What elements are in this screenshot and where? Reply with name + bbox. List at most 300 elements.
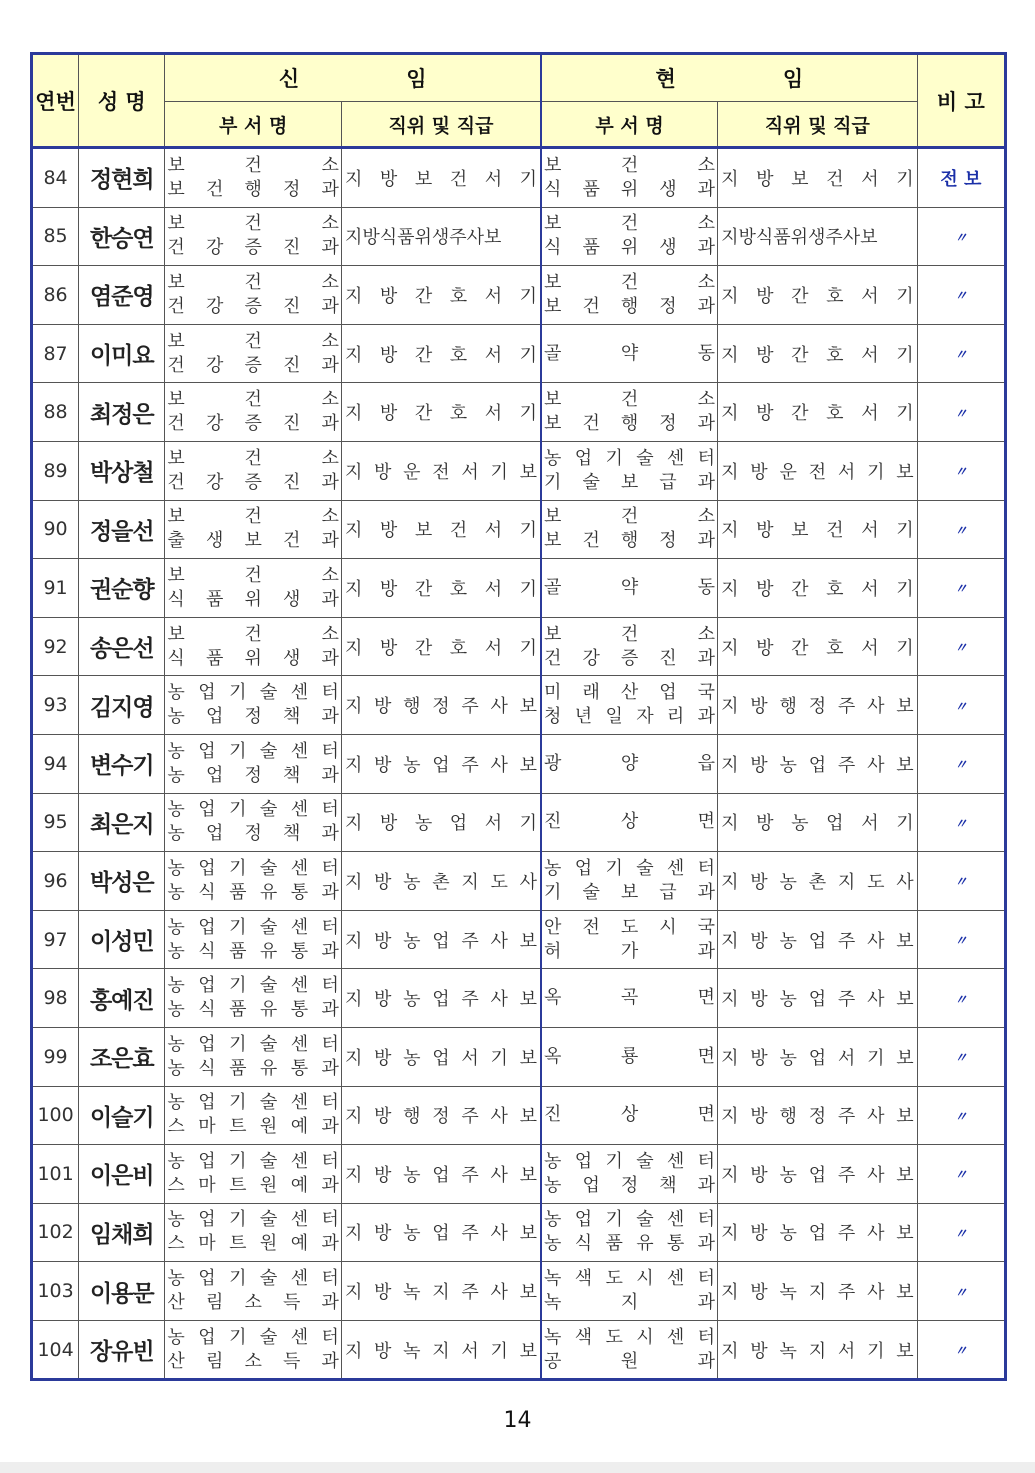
note	[917, 1320, 1005, 1380]
current-rank	[718, 500, 918, 559]
current-department-line: 기 술 보 급 과	[544, 471, 716, 493]
row-number: 100	[32, 1086, 79, 1145]
new-department-line: 농 업 기 술 센 터	[167, 975, 339, 997]
current-rank	[718, 383, 918, 442]
new-department	[165, 1027, 342, 1086]
table-header	[32, 54, 1006, 148]
new-rank	[341, 207, 541, 266]
row-number: 90	[32, 500, 79, 559]
new-department-line: 보 건 소	[167, 271, 339, 293]
new-rank-text: 지 방 행 정 주 사 보	[344, 1106, 537, 1128]
new-rank-text: 지 방 녹 지 서 기 보	[344, 1340, 537, 1362]
new-rank-text: 지 방 간 호 서 기	[344, 285, 538, 307]
new-rank	[341, 266, 541, 325]
row-number: 99	[32, 1027, 79, 1086]
new-department	[165, 910, 342, 969]
table-row	[32, 734, 1006, 793]
table-row	[32, 910, 1006, 969]
person-name: 임채희	[79, 1203, 165, 1262]
note	[917, 1145, 1005, 1204]
current-department-line: 농 업 기 술 센 터	[544, 857, 716, 879]
current-rank	[718, 1320, 918, 1380]
person-name: 이성민	[79, 910, 165, 969]
person-name: 박성은	[79, 852, 165, 911]
note	[917, 383, 1005, 442]
note	[917, 1203, 1005, 1262]
person-name: 한승연	[79, 207, 165, 266]
table-row	[32, 1027, 1006, 1086]
current-department	[541, 148, 718, 208]
header-current-post	[541, 54, 917, 102]
note-text: 〃	[954, 582, 968, 598]
new-department-line: 농 식 품 유 통 과	[167, 940, 339, 962]
table-row	[32, 676, 1006, 735]
new-rank-text: 지 방 농 업 서 기 보	[344, 1047, 537, 1069]
new-rank-text: 지방식품위생주사보	[344, 227, 502, 249]
note-text: 〃	[954, 816, 968, 832]
note-text: 〃	[954, 1226, 968, 1242]
new-department-line: 보 건 소	[167, 623, 339, 645]
current-department	[541, 676, 718, 735]
new-department	[165, 969, 342, 1028]
new-department	[165, 207, 342, 266]
note-text: 〃	[954, 641, 968, 657]
current-department-line: 농 업 기 술 센 터	[544, 1209, 716, 1231]
new-department	[165, 324, 342, 383]
current-department-line: 보 건 행 정 과	[544, 413, 716, 435]
note-text: 〃	[954, 875, 968, 891]
current-rank	[718, 324, 918, 383]
row-number: 97	[32, 910, 79, 969]
new-department-line: 농 식 품 유 통 과	[167, 881, 339, 903]
note	[917, 1086, 1005, 1145]
current-department-line: 보 건 소	[544, 213, 716, 235]
new-department-line: 농 업 기 술 센 터	[167, 916, 339, 938]
new-department-line: 스 마 트 원 예 과	[167, 1233, 339, 1255]
current-rank	[718, 441, 918, 500]
new-department-line: 산 림 소 득 과	[167, 1292, 339, 1314]
table-row	[32, 324, 1006, 383]
person-name: 장유빈	[79, 1320, 165, 1380]
new-department	[165, 852, 342, 911]
current-department-line: 녹 지 과	[544, 1292, 716, 1314]
current-rank-text: 지 방 간 호 서 기	[721, 285, 914, 307]
current-rank-text: 지 방 농 업 주 사 보	[721, 989, 914, 1011]
current-rank-text: 지 방 농 업 주 사 보	[721, 1164, 914, 1186]
header-current-dept: 부 서 명	[541, 102, 718, 148]
note	[917, 1262, 1005, 1321]
current-department-line: 식 품 위 생 과	[544, 237, 716, 259]
new-rank	[341, 1027, 541, 1086]
row-number: 98	[32, 969, 79, 1028]
new-department	[165, 676, 342, 735]
new-rank-text: 지 방 농 업 주 사 보	[344, 754, 537, 776]
current-department	[541, 441, 718, 500]
current-rank-text: 지방식품위생주사보	[721, 227, 878, 249]
new-rank	[341, 148, 541, 208]
note-text: 〃	[954, 289, 968, 305]
new-department-line: 보 건 소	[167, 213, 339, 235]
note	[917, 969, 1005, 1028]
note-text: 〃	[954, 348, 968, 364]
row-number: 84	[32, 148, 79, 208]
current-department-line: 농 업 정 책 과	[544, 1174, 716, 1196]
note	[917, 852, 1005, 911]
new-department	[165, 1320, 342, 1380]
current-rank-text: 지 방 농 업 주 사 보	[721, 754, 914, 776]
current-rank	[718, 852, 918, 911]
current-department-line: 골 약 동	[544, 342, 716, 364]
person-name: 염준영	[79, 266, 165, 325]
new-rank	[341, 1086, 541, 1145]
note	[917, 793, 1005, 852]
header-current-2: 임	[782, 67, 804, 91]
note	[917, 441, 1005, 500]
new-rank	[341, 559, 541, 618]
current-department-line: 건 강 증 진 과	[544, 647, 716, 669]
person-name: 정을선	[79, 500, 165, 559]
current-rank	[718, 910, 918, 969]
new-rank-text: 지 방 농 업 주 사 보	[344, 1223, 537, 1245]
new-department-line: 보 건 소	[167, 506, 339, 528]
new-department-line: 농 업 기 술 센 터	[167, 740, 339, 762]
new-department-line: 보 건 소	[167, 564, 339, 586]
person-name: 박상철	[79, 441, 165, 500]
new-department-line: 농 업 기 술 센 터	[167, 1092, 339, 1114]
current-department-line: 골 약 동	[544, 576, 716, 598]
current-rank-text: 지 방 간 호 서 기	[721, 578, 914, 600]
person-name: 홍예진	[79, 969, 165, 1028]
note-text: 전 보	[940, 168, 982, 190]
current-rank	[718, 793, 918, 852]
page-number: 14	[503, 1408, 532, 1433]
note-text: 〃	[954, 1344, 968, 1360]
row-number: 91	[32, 559, 79, 618]
new-rank-text: 지 방 농 업 주 사 보	[344, 930, 537, 952]
header-new-2: 임	[406, 67, 427, 91]
new-department-line: 농 업 기 술 센 터	[167, 799, 339, 821]
new-rank-text: 지 방 행 정 주 사 보	[344, 696, 537, 718]
current-department-line: 청 년 일 자 리 과	[544, 706, 716, 728]
current-rank-text: 지 방 행 정 주 사 보	[721, 1106, 914, 1128]
new-department-line: 농 업 정 책 과	[167, 706, 339, 728]
current-department-line: 농 식 품 유 통 과	[544, 1233, 716, 1255]
new-rank	[341, 441, 541, 500]
current-department	[541, 383, 718, 442]
new-department	[165, 1203, 342, 1262]
header-new-appointment	[165, 54, 541, 102]
new-department-line: 농 업 기 술 센 터	[167, 1326, 339, 1348]
current-department	[541, 559, 718, 618]
new-department-line: 농 업 정 책 과	[167, 823, 339, 845]
current-department-line: 진 상 면	[544, 811, 716, 833]
new-department	[165, 1262, 342, 1321]
note-text: 〃	[954, 230, 968, 246]
note	[917, 266, 1005, 325]
current-rank	[718, 676, 918, 735]
row-number: 95	[32, 793, 79, 852]
row-number: 85	[32, 207, 79, 266]
new-department-line: 스 마 트 원 예 과	[167, 1116, 339, 1138]
new-department-line: 건 강 증 진 과	[167, 471, 339, 493]
new-rank-text: 지 방 농 촌 지 도 사	[344, 871, 537, 893]
new-department-line: 농 업 기 술 센 터	[167, 1209, 339, 1231]
new-department	[165, 793, 342, 852]
note-text: 〃	[954, 1051, 968, 1067]
row-number: 101	[32, 1145, 79, 1204]
table-row	[32, 1203, 1006, 1262]
new-department	[165, 266, 342, 325]
new-rank	[341, 1262, 541, 1321]
new-rank-text: 지 방 농 업 서 기	[344, 813, 538, 835]
new-department-line: 농 업 기 술 센 터	[167, 682, 339, 704]
table-row	[32, 148, 1006, 208]
note	[917, 617, 1005, 676]
current-rank-text: 지 방 농 업 서 기	[721, 813, 914, 835]
current-rank-text: 지 방 보 건 서 기	[721, 520, 914, 542]
current-department-line: 농 업 기 술 센 터	[544, 1150, 716, 1172]
row-number: 102	[32, 1203, 79, 1262]
new-rank	[341, 793, 541, 852]
new-department-line: 보 건 소	[167, 447, 339, 469]
note-text: 〃	[954, 523, 968, 539]
current-department	[541, 207, 718, 266]
row-number: 94	[32, 734, 79, 793]
header-new-1: 신	[278, 67, 300, 91]
new-department-line: 식 품 위 생 과	[167, 647, 339, 669]
current-rank-text: 지 방 보 건 서 기	[721, 168, 914, 190]
table-row	[32, 793, 1006, 852]
current-department	[541, 1262, 718, 1321]
current-rank	[718, 969, 918, 1028]
new-rank	[341, 734, 541, 793]
table-row	[32, 1145, 1006, 1204]
new-department-line: 농 업 정 책 과	[167, 764, 339, 786]
new-rank	[341, 324, 541, 383]
current-department	[541, 1320, 718, 1380]
person-name: 이용문	[79, 1262, 165, 1321]
current-department-line: 보 건 소	[544, 154, 716, 176]
current-rank-text: 지 방 간 호 서 기	[721, 344, 914, 366]
new-department-line: 보 건 소	[167, 389, 339, 411]
current-department-line: 녹 색 도 시 센 터	[544, 1268, 716, 1290]
current-rank-text: 지 방 농 촌 지 도 사	[721, 871, 914, 893]
row-number: 86	[32, 266, 79, 325]
new-rank	[341, 617, 541, 676]
current-rank	[718, 559, 918, 618]
current-department	[541, 617, 718, 676]
new-department-line: 보 건 소	[167, 154, 339, 176]
current-department	[541, 852, 718, 911]
new-department-line: 보 건 행 정 과	[167, 178, 339, 200]
table-row	[32, 441, 1006, 500]
current-department	[541, 910, 718, 969]
new-rank	[341, 969, 541, 1028]
current-rank-text: 지 방 간 호 서 기	[721, 637, 914, 659]
current-department	[541, 1027, 718, 1086]
new-rank-text: 지 방 간 호 서 기	[344, 578, 538, 600]
note	[917, 559, 1005, 618]
table-row	[32, 969, 1006, 1028]
row-number: 89	[32, 441, 79, 500]
current-department-line: 보 건 소	[544, 389, 716, 411]
new-rank-text: 지 방 간 호 서 기	[344, 344, 538, 366]
current-department-line: 보 건 소	[544, 271, 716, 293]
header-note: 비 고	[917, 54, 1005, 148]
new-rank	[341, 676, 541, 735]
header-name: 성 명	[79, 54, 165, 148]
person-name: 송은선	[79, 617, 165, 676]
note	[917, 207, 1005, 266]
new-department	[165, 1145, 342, 1204]
row-number: 87	[32, 324, 79, 383]
person-name: 이미요	[79, 324, 165, 383]
note-text: 〃	[954, 1168, 968, 1184]
current-department-line: 기 술 보 급 과	[544, 881, 716, 903]
new-department	[165, 1086, 342, 1145]
current-rank-text: 지 방 운 전 서 기 보	[721, 461, 914, 483]
row-number: 92	[32, 617, 79, 676]
person-name: 변수기	[79, 734, 165, 793]
new-department-line: 산 림 소 득 과	[167, 1350, 339, 1372]
person-name: 권순향	[79, 559, 165, 618]
current-rank	[718, 617, 918, 676]
current-department-line: 보 건 행 정 과	[544, 530, 716, 552]
current-department-line: 식 품 위 생 과	[544, 178, 716, 200]
current-department	[541, 793, 718, 852]
current-rank	[718, 734, 918, 793]
note-text: 〃	[954, 1109, 968, 1125]
current-rank-text: 지 방 행 정 주 사 보	[721, 696, 914, 718]
note-text: 〃	[954, 465, 968, 481]
current-department	[541, 324, 718, 383]
new-department	[165, 617, 342, 676]
new-department	[165, 148, 342, 208]
new-rank-text: 지 방 간 호 서 기	[344, 403, 538, 425]
new-rank	[341, 852, 541, 911]
note-text: 〃	[954, 758, 968, 774]
new-rank	[341, 1145, 541, 1204]
current-department	[541, 500, 718, 559]
new-department	[165, 383, 342, 442]
note	[917, 324, 1005, 383]
table-row	[32, 1262, 1006, 1321]
person-name: 최정은	[79, 383, 165, 442]
header-new-rank: 직위 및 직급	[341, 102, 541, 148]
note	[917, 1027, 1005, 1086]
person-name: 김지영	[79, 676, 165, 735]
new-rank-text: 지 방 농 업 주 사 보	[344, 989, 537, 1011]
current-department-line: 보 건 소	[544, 506, 716, 528]
new-department-line: 농 업 기 술 센 터	[167, 1268, 339, 1290]
row-number: 88	[32, 383, 79, 442]
current-department-line: 보 건 소	[544, 623, 716, 645]
current-rank-text: 지 방 농 업 주 사 보	[721, 930, 914, 952]
current-rank	[718, 148, 918, 208]
note-text: 〃	[954, 1285, 968, 1301]
new-rank	[341, 1320, 541, 1380]
header-current-rank: 직위 및 직급	[718, 102, 918, 148]
current-department	[541, 1086, 718, 1145]
current-department-line: 농 업 기 술 센 터	[544, 447, 716, 469]
new-department-line: 농 업 기 술 센 터	[167, 857, 339, 879]
new-department	[165, 500, 342, 559]
header-current-1: 현	[655, 67, 676, 91]
table-row	[32, 383, 1006, 442]
person-name: 최은지	[79, 793, 165, 852]
table-row	[32, 1086, 1006, 1145]
new-department-line: 농 식 품 유 통 과	[167, 1057, 339, 1079]
current-rank	[718, 1145, 918, 1204]
new-rank-text: 지 방 간 호 서 기	[344, 637, 538, 659]
current-rank-text: 지 방 녹 지 서 기 보	[721, 1340, 914, 1362]
table-row	[32, 1320, 1006, 1380]
note-text: 〃	[954, 699, 968, 715]
current-rank-text: 지 방 녹 지 주 사 보	[721, 1282, 914, 1304]
note	[917, 500, 1005, 559]
current-department-line: 공 원 과	[544, 1350, 716, 1372]
current-department	[541, 266, 718, 325]
new-department-line: 건 강 증 진 과	[167, 354, 339, 376]
current-rank	[718, 1262, 918, 1321]
current-department	[541, 734, 718, 793]
new-rank	[341, 383, 541, 442]
new-department-line: 출 생 보 건 과	[167, 530, 339, 552]
current-department-line: 안 전 도 시 국	[544, 916, 716, 938]
current-rank	[718, 1027, 918, 1086]
new-rank-text: 지 방 녹 지 주 사 보	[344, 1282, 537, 1304]
table-row	[32, 559, 1006, 618]
current-department-line: 허 가 과	[544, 940, 716, 962]
row-number: 96	[32, 852, 79, 911]
note-text: 〃	[954, 934, 968, 950]
header-new-dept: 부 서 명	[165, 102, 342, 148]
note	[917, 734, 1005, 793]
person-name: 이슬기	[79, 1086, 165, 1145]
current-department-line: 옥 곡 면	[544, 987, 716, 1009]
table-row	[32, 207, 1006, 266]
new-department-line: 농 업 기 술 센 터	[167, 1033, 339, 1055]
new-rank-text: 지 방 운 전 서 기 보	[344, 461, 537, 483]
header-num: 연번	[32, 54, 79, 148]
new-department-line: 농 식 품 유 통 과	[167, 999, 339, 1021]
person-name: 이은비	[79, 1145, 165, 1204]
new-department-line: 보 건 소	[167, 330, 339, 352]
table-row	[32, 500, 1006, 559]
new-rank	[341, 1203, 541, 1262]
table-row	[32, 617, 1006, 676]
current-department-line: 미 래 산 업 국	[544, 682, 716, 704]
current-department-line: 진 상 면	[544, 1104, 716, 1126]
person-name: 조은효	[79, 1027, 165, 1086]
note-text: 〃	[954, 406, 968, 422]
current-department	[541, 969, 718, 1028]
new-department-line: 건 강 증 진 과	[167, 413, 339, 435]
person-name: 정현희	[79, 148, 165, 208]
new-rank-text: 지 방 보 건 서 기	[344, 520, 538, 542]
new-department	[165, 734, 342, 793]
current-rank-text: 지 방 간 호 서 기	[721, 403, 914, 425]
new-rank-text: 지 방 보 건 서 기	[344, 168, 538, 190]
new-department	[165, 559, 342, 618]
table-row	[32, 266, 1006, 325]
current-department	[541, 1203, 718, 1262]
new-department-line: 건 강 증 진 과	[167, 237, 339, 259]
note	[917, 148, 1005, 208]
personnel-table	[30, 52, 1007, 1381]
new-rank-text: 지 방 농 업 주 사 보	[344, 1164, 537, 1186]
current-rank-text: 지 방 농 업 주 사 보	[721, 1223, 914, 1245]
